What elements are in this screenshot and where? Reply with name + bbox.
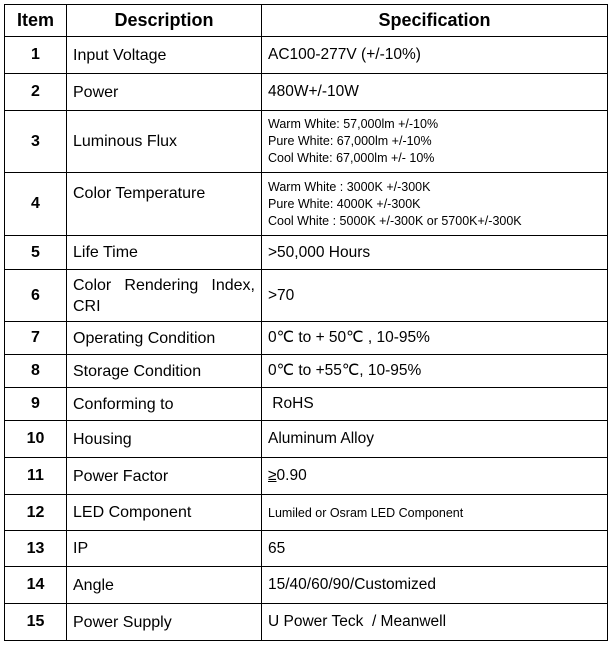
item-number: 8 (5, 355, 67, 388)
spec-line (268, 466, 601, 486)
table-row (5, 236, 608, 270)
spec-line: Pure White: 4000K +/-300K (268, 196, 421, 211)
item-number: 9 (5, 388, 67, 421)
table-row (5, 531, 608, 567)
specification-cell (262, 355, 608, 388)
header-row (5, 5, 608, 37)
spec-line: RoHS (268, 395, 314, 412)
item-number: 7 (5, 322, 67, 355)
table-row (5, 567, 608, 604)
specification-cell (262, 74, 608, 111)
description-cell: Housing (67, 421, 262, 458)
description-cell: Operating Condition (67, 322, 262, 355)
spec-line: Aluminum Alloy (268, 430, 374, 447)
item-number: 4 (5, 173, 67, 236)
spec-line: 65 (268, 539, 286, 557)
description-header: Description (67, 5, 262, 37)
description-cell: LED Component (67, 495, 262, 531)
description-cell: Power Factor (67, 458, 262, 495)
item-number: 14 (5, 567, 67, 604)
description-cell: Power (67, 74, 262, 111)
specification-cell (262, 37, 608, 74)
specification-cell (262, 173, 608, 236)
description-cell: Power Supply (67, 604, 262, 641)
item-number: 15 (5, 604, 67, 641)
spec-line: 480W+/-10W (268, 83, 359, 100)
spec-line: 0℃ to + 50℃ , 10-95% (268, 329, 430, 346)
item-number: 11 (5, 458, 67, 495)
table-row (5, 421, 608, 458)
spec-line: Warm White: 57,000lm +/-10% (268, 117, 439, 131)
table-row (5, 495, 608, 531)
greater-equal-symbol: ≥ (268, 467, 277, 484)
table-row (5, 458, 608, 495)
description-cell: Life Time (67, 236, 262, 270)
specification-cell (262, 531, 608, 567)
table-row (5, 388, 608, 421)
specification-cell (262, 458, 608, 495)
power-factor-value: 0.90 (276, 467, 307, 484)
spec-line: >70 (268, 286, 295, 304)
item-number: 12 (5, 495, 67, 531)
spec-line: Pure White: 67,000lm +/-10% (268, 134, 432, 148)
spec-line: Warm White : 3000K +/-300K (268, 179, 431, 194)
description-cell: IP (67, 531, 262, 567)
specification-cell (262, 567, 608, 604)
item-header: Item (5, 5, 67, 37)
item-number: 10 (5, 421, 67, 458)
table-row (5, 355, 608, 388)
table-row (5, 74, 608, 111)
spec-line: >50,000 Hours (268, 243, 371, 261)
item-number: 3 (5, 111, 67, 173)
specification-cell (262, 270, 608, 322)
description-cell: Storage Condition (67, 355, 262, 388)
table-row (5, 111, 608, 173)
specification-table (4, 4, 608, 641)
specification-cell (262, 111, 608, 173)
specification-cell (262, 236, 608, 270)
spec-line: 15/40/60/90/Customized (268, 576, 437, 593)
description-cell: Color Temperature (67, 173, 262, 236)
spec-line: U Power Teck / Meanwell (268, 613, 447, 630)
item-number: 1 (5, 37, 67, 74)
spec-line: 0℃ to +55℃, 10-95% (268, 362, 422, 379)
specification-cell (262, 388, 608, 421)
description-cell: Angle (67, 567, 262, 604)
table-row (5, 270, 608, 322)
table-row (5, 37, 608, 74)
specification-cell (262, 495, 608, 531)
spec-line: Cool White: 67,000lm +/- 10% (268, 151, 435, 165)
specification-header: Specification (262, 5, 608, 37)
item-number: 2 (5, 74, 67, 111)
description-cell: Luminous Flux (67, 111, 262, 173)
spec-line: AC100-277V (+/-10%) (268, 46, 421, 63)
item-number: 5 (5, 236, 67, 270)
spec-line: Lumiled or Osram LED Component (268, 505, 464, 520)
specification-cell (262, 604, 608, 641)
specification-cell (262, 421, 608, 458)
table-row (5, 322, 608, 355)
specification-cell (262, 322, 608, 355)
table-row (5, 604, 608, 641)
item-number: 13 (5, 531, 67, 567)
spec-line: Cool White : 5000K +/-300K or 5700K+/-300K (268, 213, 522, 228)
item-number: 6 (5, 270, 67, 322)
description-cell: Color Rendering Index, CRI (67, 270, 262, 322)
table-row (5, 173, 608, 236)
description-cell: Input Voltage (67, 37, 262, 74)
description-cell: Conforming to (67, 388, 262, 421)
